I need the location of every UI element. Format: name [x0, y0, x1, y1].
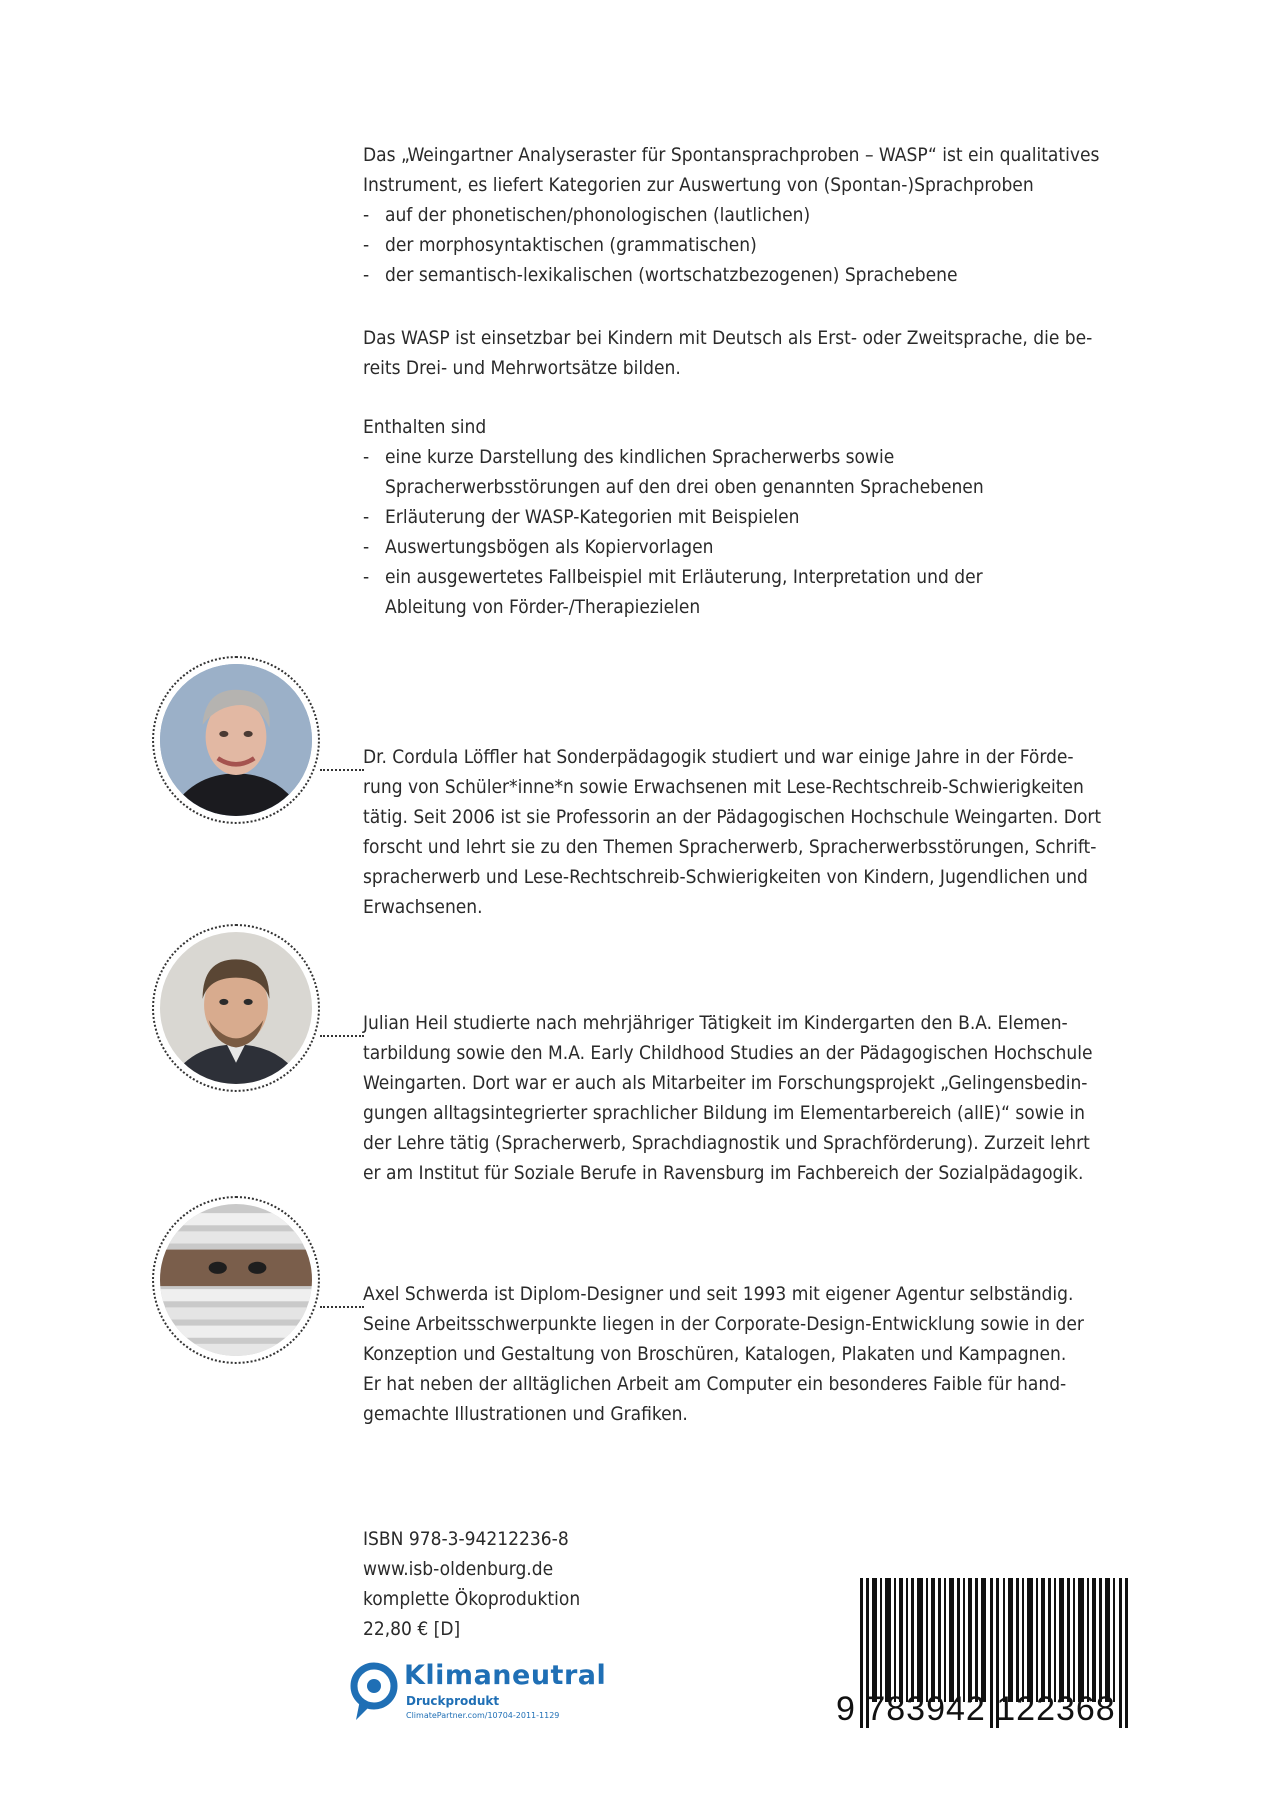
portrait-man-icon: [160, 932, 312, 1084]
imprint: [363, 1524, 763, 1644]
bio-heil-line-5: der Lehre tätig (Spracherwerb, Sprachdiagnostik und Sprachförderung). Zurzeit lehrt: [363, 1132, 1090, 1154]
bio-loeffler: [363, 742, 1133, 922]
bio-heil-line-3: Weingarten. Dort war er auch als Mitarbeiter im Forschungsprojekt „Gelingensbedin-: [363, 1072, 1088, 1094]
leader-line-schwerda: [320, 1306, 364, 1308]
publisher-url: www.isb-oldenburg.de: [363, 1558, 554, 1580]
bio-schwerda-line-5: gemachte Illustrationen und Grafiken.: [363, 1403, 688, 1425]
bio-heil-line-6: er am Institut für Soziale Berufe in Ravensburg im Fachbereich der Sozialpädagogik.: [363, 1162, 1084, 1184]
portrait-woman-icon: [160, 664, 312, 816]
bio-heil-line-4: gungen alltagsintegrierter sprachlicher Bildung im Elementarbereich (allE)“ sowie in: [363, 1102, 1085, 1124]
bio-schwerda-line-3: Konzeption und Gestaltung von Broschüren, Katalogen, Plakaten und Kampagnen.: [363, 1343, 1067, 1365]
isbn: ISBN 978-3-94212236-8: [363, 1528, 569, 1550]
intro-bullet-2: - der morphosyntaktischen (grammatischen): [363, 230, 1133, 260]
bio-loeffler-line-3: tätig. Seit 2006 ist sie Professorin an der Pädagogischen Hochschule Weingarten. Dort: [363, 806, 1102, 828]
contents-heading: Enthalten sind: [363, 416, 487, 438]
intro-bullet-1: - auf der phonetischen/phonologischen (lautlichen): [363, 200, 1133, 230]
bio-heil-line-2: tarbildung sowie den M.A. Early Childhood Studies an der Pädagogischen Hochschule: [363, 1042, 1093, 1064]
bio-loeffler-line-1: hat Sonderpädagogik studiert und war einige Jahre in der Förde-: [517, 746, 1074, 768]
intro-line-2: Instrument, es liefert Kategorien zur Auswertung von (Spontan-)Sprachproben: [363, 174, 1034, 196]
bio-schwerda-line-4: Er hat neben der alltäglichen Arbeit am Computer ein besonderes Faible für hand-: [363, 1373, 1067, 1395]
bio-loeffler-line-6: Erwachsenen.: [363, 896, 483, 918]
contents-bullet-3: - Auswertungsbögen als Kopiervorlagen: [363, 532, 1133, 562]
contents-bullet-4-cont: Ableitung von Förder-/Therapiezielen: [385, 596, 701, 618]
bio-loeffler-line-2: rung von Schüler*inne*n sowie Erwachsenen mit Lese-Rechtschreib-Schwierigkeiten: [363, 776, 1084, 798]
leader-line-loeffler: [320, 769, 364, 771]
portrait-blinds-icon: [160, 1204, 312, 1356]
bio-loeffler-line-5: spracherwerb und Lese-Rechtschreib-Schwierigkeiten von Kindern, Jugendlichen und: [363, 866, 1088, 888]
author-photo-schwerda: [152, 1196, 320, 1364]
bio-schwerda: [363, 1279, 1133, 1429]
author-name-loeffler: Dr. Cordula Löffler: [363, 746, 518, 768]
author-photo-loeffler: [152, 656, 320, 824]
logo-subtitle: Druckprodukt: [406, 1694, 500, 1708]
bio-heil-line-1: studierte nach mehrjähriger Tätigkeit im Kindergarten den B.A. Elemen-: [448, 1012, 1068, 1034]
bio-loeffler-line-4: forscht und lehrt sie zu den Themen Spracherwerb, Spracherwerbsstörungen, Schrift-: [363, 836, 1097, 858]
climate-partner-icon: [350, 1662, 398, 1722]
contents-bullet-1-cont: Spracherwerbsstörungen auf den drei oben genannten Sprachebenen: [385, 476, 984, 498]
bio-schwerda-line-2: Seine Arbeitsschwerpunkte liegen in der Corporate-Design-Entwicklung sowie in der: [363, 1313, 1084, 1335]
author-name-heil: Julian Heil: [363, 1012, 448, 1034]
contents-bullet-1: - eine kurze Darstellung des kindlichen Spracherwerbs sowie: [363, 442, 1133, 472]
author-photo-heil: [152, 924, 320, 1092]
leader-line-heil: [320, 1035, 364, 1037]
contents-list: [363, 412, 1133, 622]
intro-bullet-3: - der semantisch-lexikalischen (wortschatzbezogenen) Sprachebene: [363, 260, 1133, 290]
usage-paragraph: [363, 323, 1133, 383]
bio-heil: [363, 1008, 1133, 1188]
price: 22,80 € [D]: [363, 1618, 461, 1640]
bio-schwerda-line-1: ist Diplom-Designer und seit 1993 mit eigener Agentur selbständig.: [488, 1283, 1074, 1305]
logo-title: Klimaneutral: [404, 1660, 607, 1691]
intro-line-1: Das „Weingartner Analyseraster für Spontansprachproben – WASP“ ist ein qualitatives: [363, 144, 1100, 166]
barcode-number: 9 783942 122368: [836, 1690, 1116, 1728]
usage-line-2: reits Drei- und Mehrwortsätze bilden.: [363, 357, 681, 379]
climate-neutral-logo: [350, 1660, 610, 1730]
contents-bullet-2: - Erläuterung der WASP-Kategorien mit Beispielen: [363, 502, 1133, 532]
author-name-schwerda: Axel Schwerda: [363, 1283, 489, 1305]
eco-production: komplette Ökoproduktion: [363, 1588, 581, 1610]
contents-bullet-4: - ein ausgewertetes Fallbeispiel mit Erläuterung, Interpretation und der: [363, 562, 1133, 592]
intro-paragraph: [363, 140, 1133, 290]
logo-id: ClimatePartner.com/10704-2011-1129: [406, 1711, 560, 1720]
usage-line-1: Das WASP ist einsetzbar bei Kindern mit Deutsch als Erst- oder Zweitsprache, die be-: [363, 327, 1093, 349]
